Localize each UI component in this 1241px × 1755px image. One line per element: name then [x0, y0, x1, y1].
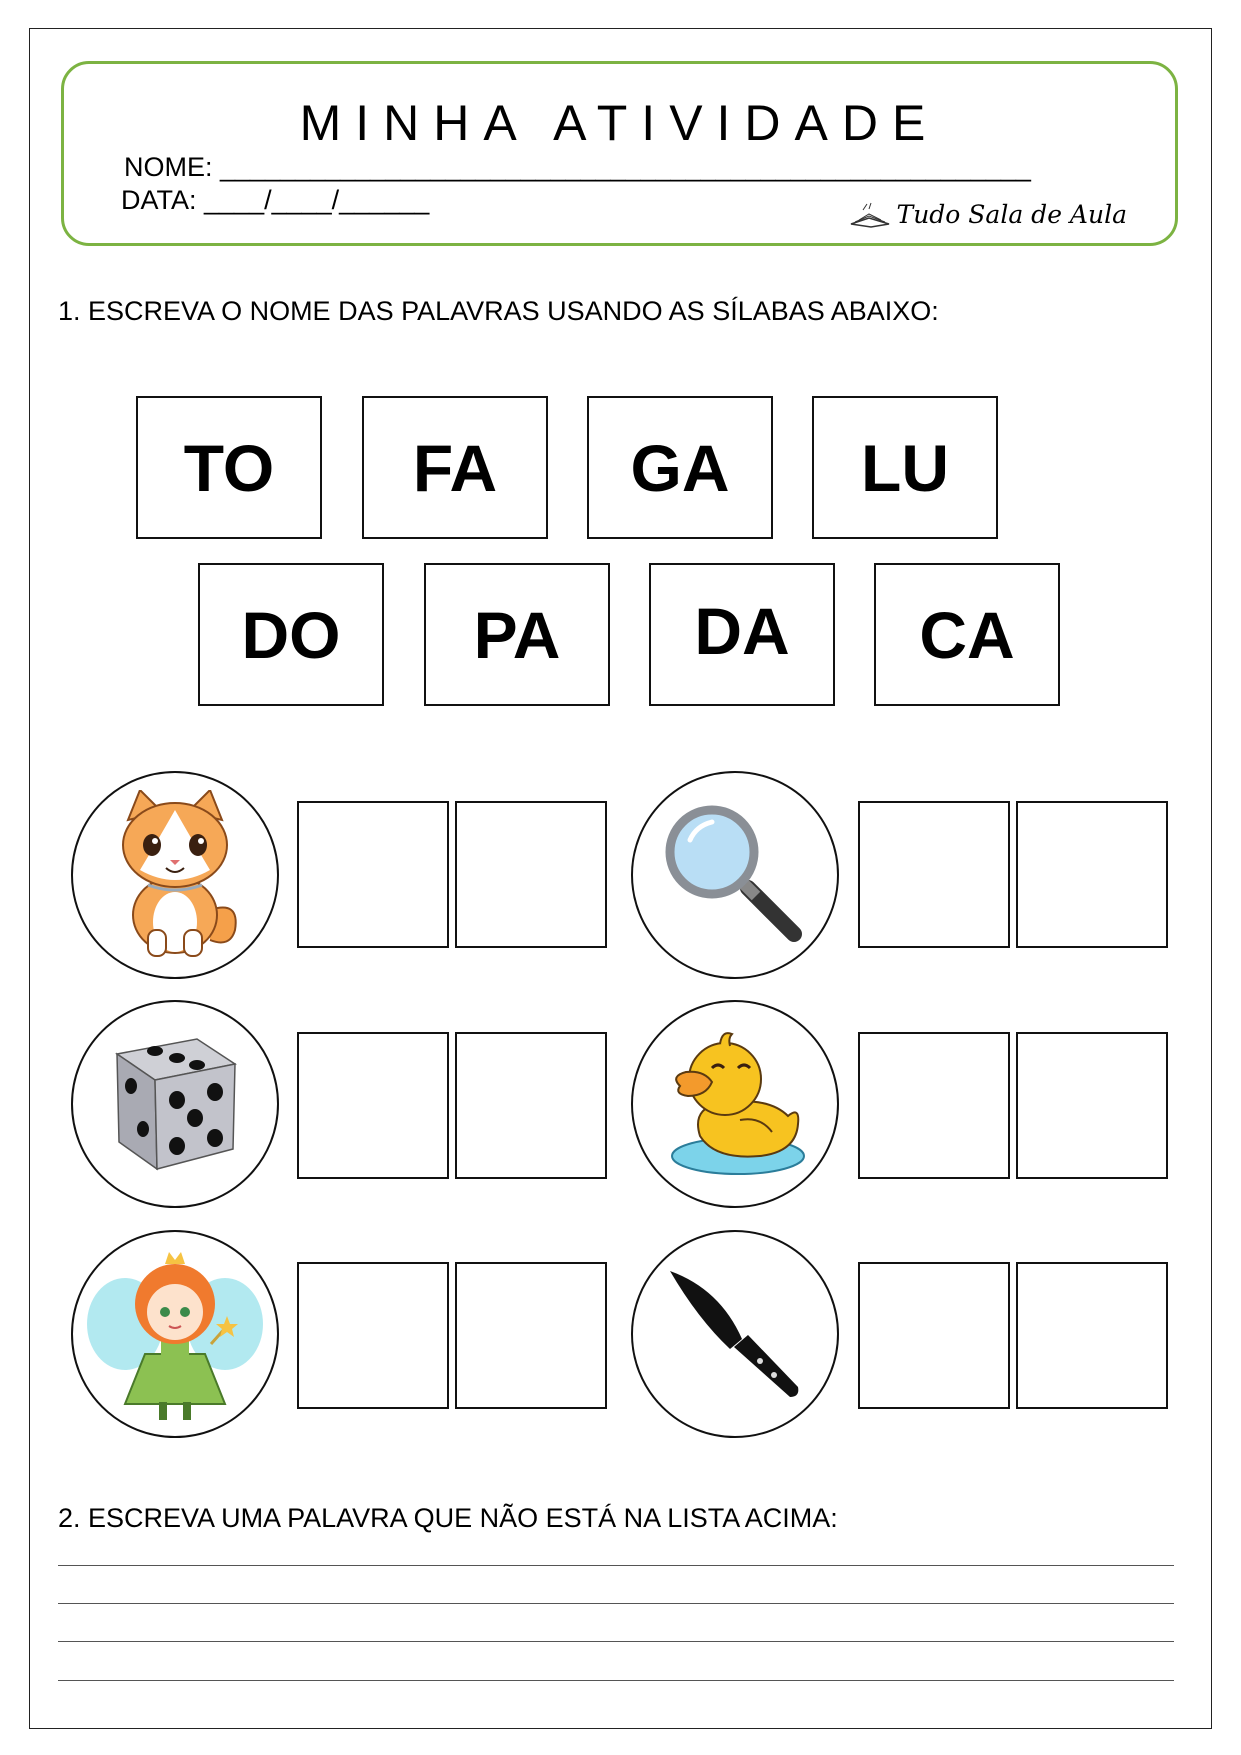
- answer-box[interactable]: [858, 1032, 1010, 1179]
- book-icon: [849, 202, 891, 228]
- writing-line[interactable]: [58, 1565, 1174, 1566]
- header-box: [61, 61, 1178, 246]
- syllable-card: PA: [424, 563, 610, 706]
- date-line: ____/____/______: [204, 185, 430, 215]
- writing-line[interactable]: [58, 1603, 1174, 1604]
- answer-box[interactable]: [455, 801, 607, 948]
- syllable-card: FA: [362, 396, 548, 539]
- syllable-card: DA: [649, 563, 835, 706]
- answer-box[interactable]: [1016, 801, 1168, 948]
- cat-picture: [71, 771, 279, 979]
- magnifier-picture: [631, 771, 839, 979]
- cat-icon: [100, 790, 250, 960]
- answer-box[interactable]: [297, 1032, 449, 1179]
- brand-logo: [849, 200, 1127, 229]
- date-field[interactable]: [121, 185, 429, 216]
- syllable-card: LU: [812, 396, 998, 539]
- name-line: ______________________________________________________: [220, 152, 1031, 182]
- answer-box[interactable]: [455, 1262, 607, 1409]
- answer-box[interactable]: [297, 801, 449, 948]
- question-2-title: 2. ESCREVA UMA PALAVRA QUE NÃO ESTÁ NA LISTA ACIMA:: [58, 1503, 838, 1533]
- answer-box[interactable]: [1016, 1032, 1168, 1179]
- duck-icon: [660, 1024, 810, 1184]
- fairy-icon: [85, 1244, 265, 1424]
- dice-icon: [105, 1034, 245, 1174]
- duck-picture: [631, 1000, 839, 1208]
- knife-icon: [660, 1259, 810, 1409]
- syllable-card: GA: [587, 396, 773, 539]
- writing-line[interactable]: [58, 1680, 1174, 1681]
- answer-box[interactable]: [858, 801, 1010, 948]
- magnifying-glass-icon: [660, 800, 810, 950]
- answer-box[interactable]: [1016, 1262, 1168, 1409]
- date-label: DATA:: [121, 185, 205, 215]
- answer-box[interactable]: [858, 1262, 1010, 1409]
- fairy-picture: [71, 1230, 279, 1438]
- question-1-title: 1. ESCREVA O NOME DAS PALAVRAS USANDO AS SÍLABAS ABAIXO:: [58, 296, 939, 326]
- syllable-card: DO: [198, 563, 384, 706]
- answer-box[interactable]: [455, 1032, 607, 1179]
- syllable-card: TO: [136, 396, 322, 539]
- page-title: MINHA ATIVIDADE: [299, 95, 940, 151]
- brand-text: Tudo Sala de Aula: [896, 200, 1127, 229]
- writing-line[interactable]: [58, 1641, 1174, 1642]
- knife-picture: [631, 1230, 839, 1438]
- syllable-card: CA: [874, 563, 1060, 706]
- answer-box[interactable]: [297, 1262, 449, 1409]
- name-field[interactable]: [124, 152, 1031, 183]
- name-label: NOME:: [124, 152, 221, 182]
- dice-picture: [71, 1000, 279, 1208]
